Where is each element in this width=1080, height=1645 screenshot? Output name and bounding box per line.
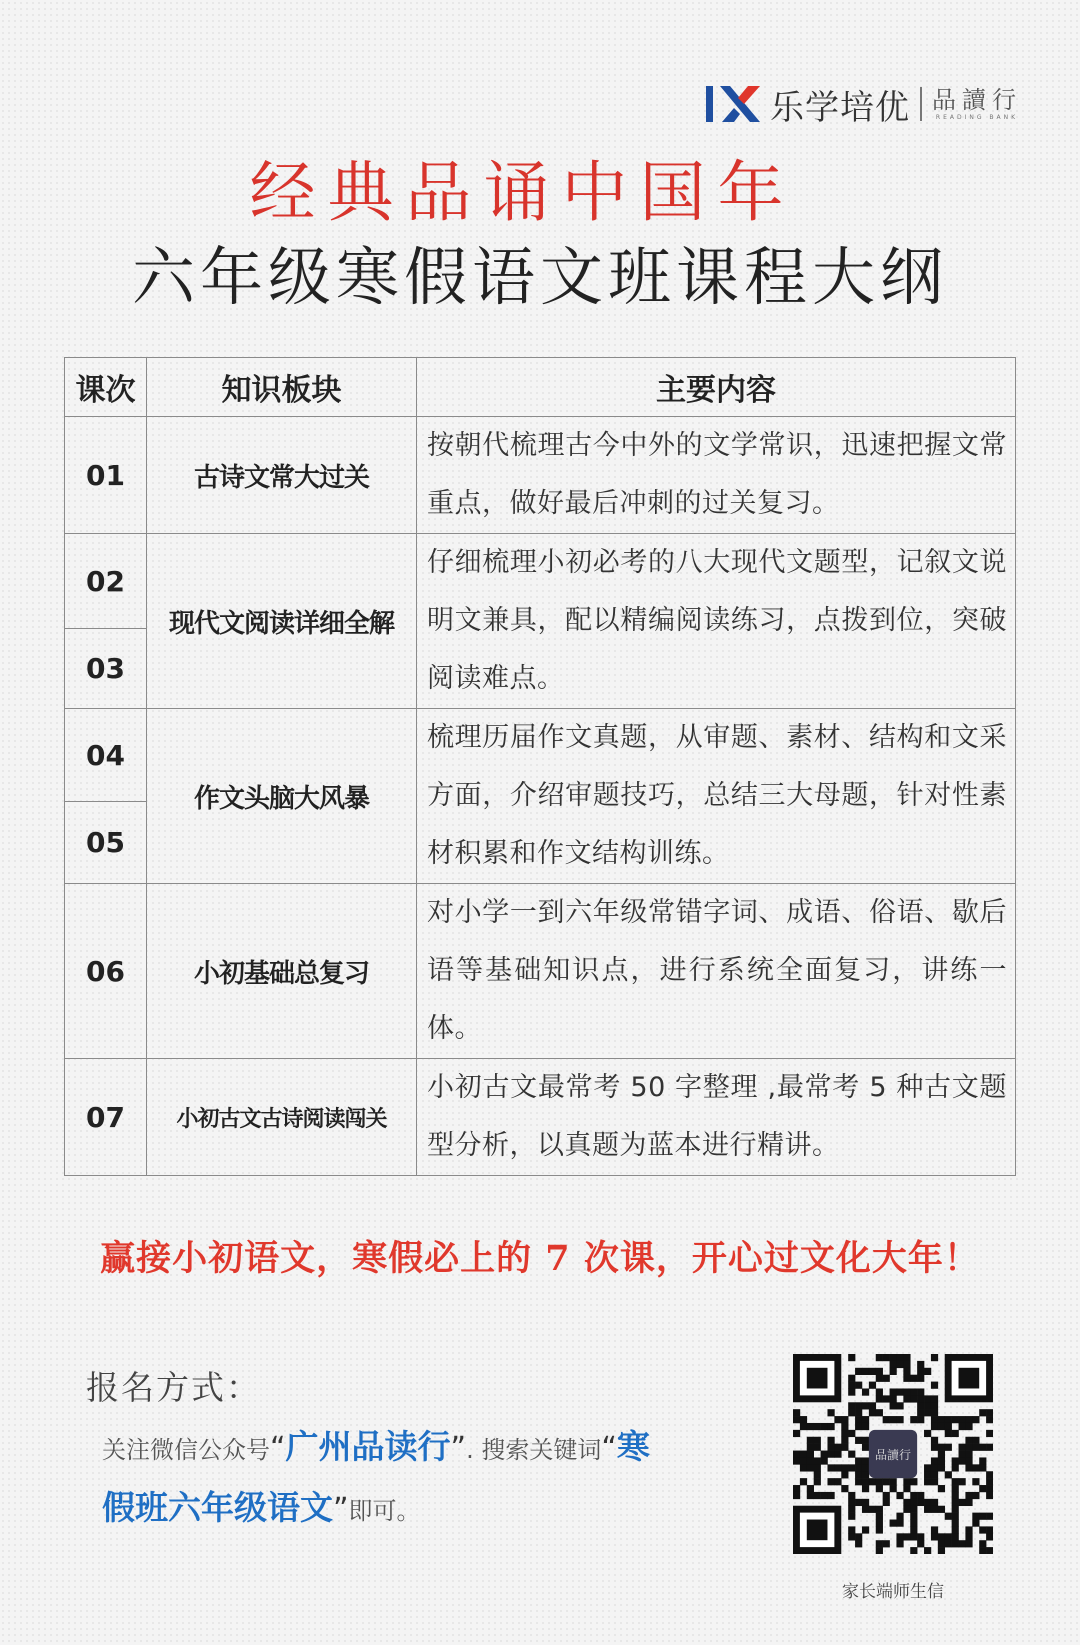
content-cell: 对小学一到六年级常错字词、成语、俗语、歇后语等基础知识点，进行系统全面复习，讲练一体。 bbox=[417, 884, 1016, 1059]
slogan: 赢接小初语文，寒假必上的 7 次课，开心过文化大年！ bbox=[100, 1238, 980, 1279]
enroll-text-1: 关注微信公众号 bbox=[102, 1436, 270, 1464]
lesson-number: 02 bbox=[65, 534, 147, 629]
close-quote: ” bbox=[333, 1492, 349, 1527]
table-row bbox=[65, 884, 1016, 1059]
table-row bbox=[65, 534, 1016, 629]
brand-name: 乐学培优 bbox=[770, 87, 910, 128]
sub-brand bbox=[932, 86, 1022, 122]
syllabus-table bbox=[64, 357, 1016, 1176]
logo-separator bbox=[920, 87, 922, 121]
topic-cell: 小初基础总复习 bbox=[147, 884, 417, 1059]
open-quote: “ bbox=[601, 1431, 617, 1466]
topic-cell: 作文头脑大风暴 bbox=[147, 709, 417, 884]
enroll-instructions bbox=[102, 1418, 662, 1540]
lesson-number: 05 bbox=[65, 802, 147, 884]
header-lesson: 课次 bbox=[65, 358, 147, 417]
lx-logo-icon bbox=[704, 82, 764, 126]
search-keyword: 寒假班六年级语文 bbox=[102, 1427, 650, 1527]
table-row bbox=[65, 417, 1016, 534]
account-name: 广州品读行 bbox=[285, 1427, 451, 1466]
open-quote: “ bbox=[270, 1431, 286, 1466]
lesson-number: 04 bbox=[65, 709, 147, 802]
topic-cell: 古诗文常大过关 bbox=[147, 417, 417, 534]
qr-caption: 家长端师生信 bbox=[842, 1582, 944, 1602]
lesson-number: 07 bbox=[65, 1059, 147, 1176]
title-main: 经典品诵中国年 bbox=[249, 154, 796, 231]
content-cell: 小初古文最常考 50 字整理 ,最常考 5 种古文题型分析，以真题为蓝本进行精讲。 bbox=[417, 1059, 1016, 1176]
sub-brand-en: READING BANK bbox=[935, 114, 1019, 121]
lesson-number: 01 bbox=[65, 417, 147, 534]
topic-cell: 现代文阅读详细全解 bbox=[147, 534, 417, 709]
lesson-number: 06 bbox=[65, 884, 147, 1059]
qr-center-label: 品讀行 bbox=[874, 1448, 912, 1462]
header-topic: 知识板块 bbox=[147, 358, 417, 417]
sub-brand-cn: 品讀行 bbox=[932, 86, 1022, 114]
table-header-row bbox=[65, 358, 1016, 417]
close-quote: ” bbox=[450, 1431, 467, 1466]
topic-cell: 小初古文古诗阅读闯关 bbox=[147, 1059, 417, 1176]
enroll-text-3: 即可。 bbox=[348, 1497, 421, 1525]
content-cell: 梳理历届作文真题，从审题、素材、结构和文采方面，介绍审题技巧，总结三大母题，针对性素材积累和作文结构训练。 bbox=[417, 709, 1016, 884]
content-cell: 按朝代梳理古今中外的文学常识，迅速把握文常重点，做好最后冲刺的过关复习。 bbox=[417, 417, 1016, 534]
header-content: 主要内容 bbox=[417, 358, 1016, 417]
brand-logo bbox=[704, 74, 1022, 134]
enroll-title: 报名方式： bbox=[86, 1368, 261, 1407]
table-row bbox=[65, 1059, 1016, 1176]
content-cell: 仔细梳理小初必考的八大现代文题型，记叙文说明文兼具，配以精编阅读练习，点拨到位，突破阅读难点。 bbox=[417, 534, 1016, 709]
qr-code-image bbox=[793, 1354, 993, 1554]
enroll-text-2: . 搜索关键词 bbox=[466, 1436, 602, 1464]
qr-code bbox=[793, 1354, 993, 1554]
table-row bbox=[65, 709, 1016, 802]
lesson-number: 03 bbox=[65, 629, 147, 709]
title-sub: 六年级寒假语文班课程大纲 bbox=[132, 241, 948, 314]
